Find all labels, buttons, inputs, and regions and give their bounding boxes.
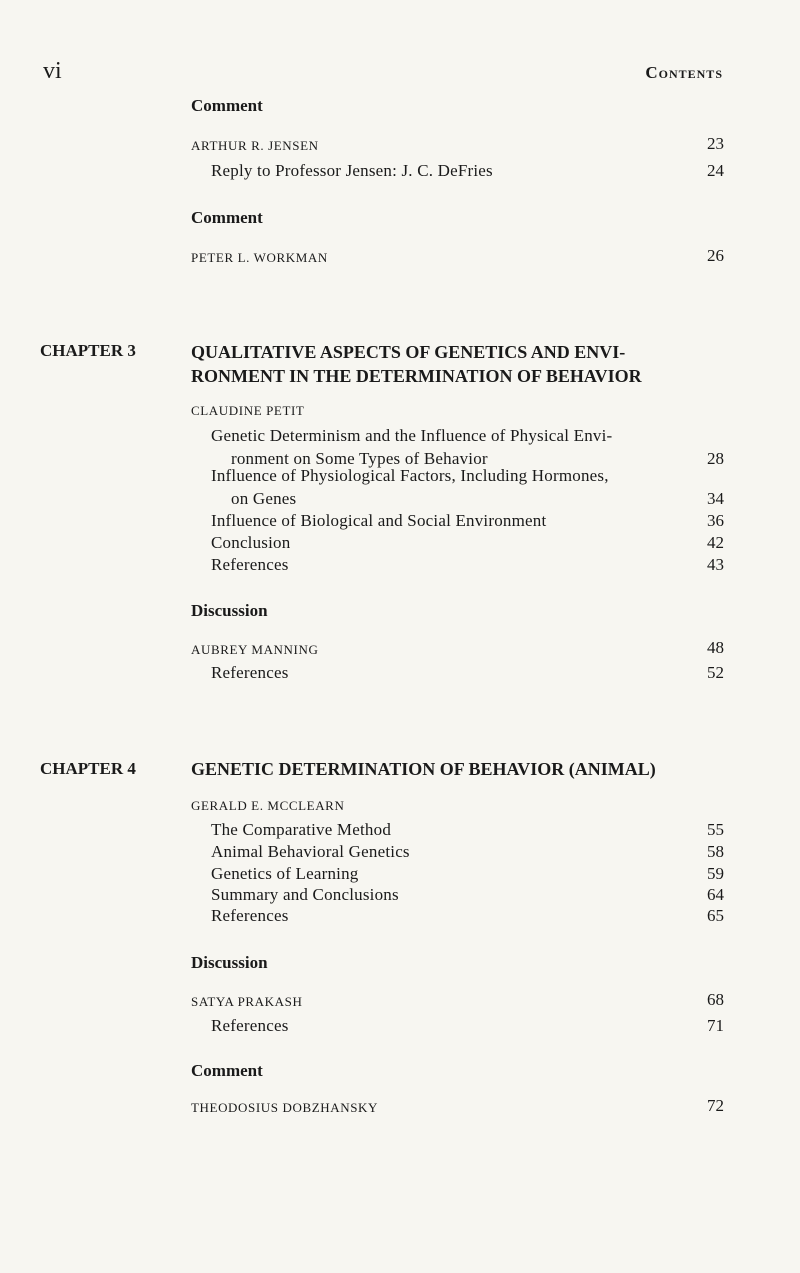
- discussion-heading: Discussion: [191, 601, 268, 620]
- page-ref: 34: [707, 489, 724, 508]
- comment-author: PETER L. WORKMAN: [191, 250, 328, 265]
- toc-entry: References: [211, 555, 289, 574]
- page-ref: 72: [707, 1096, 724, 1115]
- page-ref: 55: [707, 820, 724, 839]
- toc-entry: Genetics of Learning: [211, 864, 359, 883]
- toc-entry: Conclusion: [211, 533, 291, 552]
- page-ref: 59: [707, 864, 724, 883]
- chapter-label: CHAPTER 3: [40, 341, 136, 360]
- chapter-author: CLAUDINE PETIT: [191, 403, 305, 418]
- page-ref: 58: [707, 842, 724, 861]
- page-ref: 28: [707, 449, 724, 468]
- page-number: vi: [43, 58, 62, 84]
- toc-entry-continued: on Genes: [231, 489, 297, 508]
- chapter-title: GENETIC DETERMINATION OF BEHAVIOR (ANIMAL): [191, 759, 656, 779]
- page-ref: 24: [707, 161, 724, 180]
- toc-entry: The Comparative Method: [211, 820, 392, 839]
- page-ref: 26: [707, 246, 724, 265]
- toc-entry: References: [211, 663, 289, 682]
- toc-entry: Animal Behavioral Genetics: [211, 842, 410, 861]
- discussion-heading: Discussion: [191, 953, 268, 972]
- page-ref: 42: [707, 533, 724, 552]
- page-ref: 65: [707, 906, 724, 925]
- toc-entry: Influence of Biological and Social Environment: [211, 511, 547, 530]
- chapter-label: CHAPTER 4: [40, 759, 136, 778]
- page-ref: 71: [707, 1016, 724, 1035]
- toc-entry-continued: ronment on Some Types of Behavior: [231, 449, 488, 468]
- comment-author: THEODOSIUS DOBZHANSKY: [191, 1100, 379, 1115]
- toc-entry: Influence of Physiological Factors, Including Hormones,: [211, 466, 609, 485]
- toc-entry: References: [211, 906, 289, 925]
- toc-entry: References: [211, 1016, 289, 1035]
- page-ref: 68: [707, 990, 724, 1009]
- page-ref: 64: [707, 885, 724, 904]
- comment-author: ARTHUR R. JENSEN: [191, 138, 319, 153]
- page-ref: 23: [707, 134, 724, 153]
- chapter-title: QUALITATIVE ASPECTS OF GENETICS AND ENVI-RONMENT IN THE DETERMINATION OF BEHAVIOR: [191, 342, 642, 386]
- comment-heading: Comment: [191, 1061, 263, 1080]
- chapter-author: GERALD E. MCCLEARN: [191, 798, 345, 813]
- toc-entry: Summary and Conclusions: [211, 885, 399, 904]
- discussion-author: SATYA PRAKASH: [191, 994, 303, 1009]
- page-ref: 52: [707, 663, 724, 682]
- running-head: Contents: [645, 63, 723, 82]
- page-ref: 43: [707, 555, 724, 574]
- page-ref: 36: [707, 511, 724, 530]
- toc-entry: Genetic Determinism and the Influence of Physical Envi-: [211, 426, 613, 445]
- comment-heading: Comment: [191, 96, 263, 115]
- page-ref: 48: [707, 638, 724, 657]
- discussion-author: AUBREY MANNING: [191, 642, 319, 657]
- reply-entry: Reply to Professor Jensen: J. C. DeFries: [211, 161, 493, 180]
- comment-heading: Comment: [191, 208, 263, 227]
